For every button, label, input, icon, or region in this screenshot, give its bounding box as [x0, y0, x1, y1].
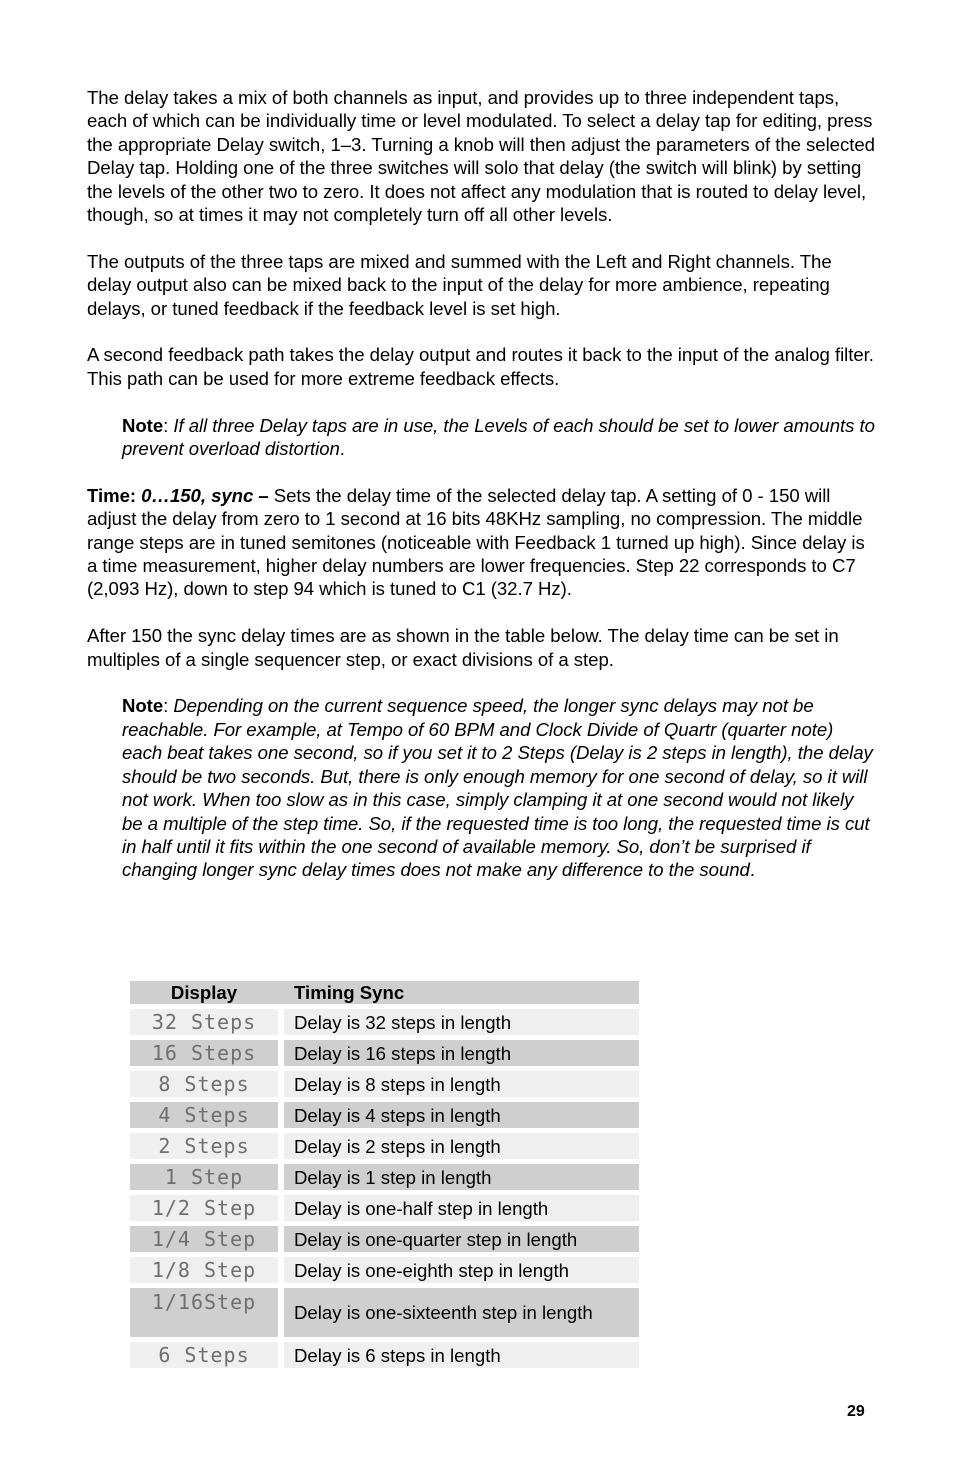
- table-row: [130, 1128, 639, 1159]
- display-value: 32 Steps: [130, 1004, 278, 1035]
- paragraph-delay-overview: The delay takes a mix of both channels as input, and provides up to three independent taps, each of which can be individually time or level modulated. To select a delay tap for editing, press the appropriate Delay switch, 1–3. Turning a knob will then adjust the parameters of the selected Delay tap. Holding one of the three switches will solo that delay (the switch will blink) by setting the levels of the other two to zero. It does not affect any modulation that is routed to delay level, though, so at times it may not completely turn off all other levels.: [87, 87, 875, 226]
- timing-description: Delay is 2 steps in length: [284, 1128, 639, 1159]
- note-separator: :: [163, 414, 174, 436]
- table-row: [130, 1190, 639, 1221]
- table-row: [130, 1159, 639, 1190]
- timing-description: Delay is 32 steps in length: [284, 1004, 639, 1035]
- table-row: [130, 1221, 639, 1252]
- display-value: 8 Steps: [130, 1066, 278, 1097]
- note-label: Note: [122, 414, 164, 436]
- timing-description: Delay is 1 step in length: [284, 1159, 639, 1190]
- note-end: .: [339, 438, 345, 460]
- header-timing-sync: Timing Sync: [284, 981, 639, 1004]
- display-value: 6 Steps: [130, 1337, 278, 1368]
- note-text: If all three Delay taps are in use, the Levels of each should be set to lower amounts to prevent overload distortion: [122, 414, 875, 460]
- note-end: .: [749, 859, 755, 881]
- paragraph-delay-outputs: The outputs of the three taps are mixed and summed with the Left and Right channels. The delay output also can be mixed back to the input of the delay for more ambience, repeating delays, or tuned feedback if the feedback level is set high.: [87, 250, 832, 319]
- display-value: 16 Steps: [130, 1035, 278, 1066]
- time-label: Time:: [87, 484, 142, 506]
- table-row: [130, 1004, 639, 1035]
- timing-description: Delay is 6 steps in length: [284, 1337, 639, 1368]
- timing-description: Delay is one-eighth step in length: [284, 1252, 639, 1283]
- header-display: Display: [130, 981, 278, 1004]
- paragraph-sync-times: After 150 the sync delay times are as shown in the table below. The delay time can be set in multiples of a single sequencer step, or exact divisions of a step.: [87, 625, 839, 670]
- timing-description: Delay is 8 steps in length: [284, 1066, 639, 1097]
- paragraph-time-parameter: [87, 484, 877, 601]
- table-row: [130, 1035, 639, 1066]
- table-row: [130, 1097, 639, 1128]
- display-value: 1/4 Step: [130, 1221, 278, 1252]
- paragraph-feedback-path: A second feedback path takes the delay output and routes it back to the input of the analog filter. This path can be used for more extreme feedback effects.: [87, 344, 874, 389]
- timing-description: Delay is one-half step in length: [284, 1190, 639, 1221]
- note-sync-delays: [122, 694, 877, 881]
- table-row: [130, 1337, 639, 1368]
- note-levels: [122, 414, 877, 461]
- display-value: 1/2 Step: [130, 1190, 278, 1221]
- table-row: [130, 1283, 639, 1337]
- display-value: 1/8 Step: [130, 1252, 278, 1283]
- table-row: [130, 1066, 639, 1097]
- timing-description: Delay is 16 steps in length: [284, 1035, 639, 1066]
- sync-timing-table: [130, 981, 639, 1368]
- time-range: 0…150, sync –: [141, 484, 269, 506]
- display-value: 4 Steps: [130, 1097, 278, 1128]
- timing-description: Delay is 4 steps in length: [284, 1097, 639, 1128]
- note-label: Note: [122, 695, 164, 717]
- page-body: [87, 86, 877, 905]
- display-value: 1/16Step: [130, 1283, 278, 1337]
- timing-description: Delay is one-sixteenth step in length: [284, 1283, 639, 1337]
- display-value: 1 Step: [130, 1159, 278, 1190]
- note-separator: :: [163, 695, 174, 717]
- table-row: [130, 1252, 639, 1283]
- page-number: 29: [847, 1403, 865, 1420]
- table-header-row: [130, 981, 639, 1004]
- display-value: 2 Steps: [130, 1128, 278, 1159]
- note-text: Depending on the current sequence speed, the longer sync delays may not be reachable. For example, at Tempo of 60 BPM and Clock Divide of Quartr (quarter note) each beat takes one second, so if you set it to 2 Steps (Delay is 2 steps in length), the delay should be two seconds. But, there is only enough memory for one second of delay, so it will not work. When too slow as in this case, simply clamping it at one second would not likely be a multiple of the step time. So, if the requested time is too long, the requested time is cut in half until it fits within the one second of available memory. So, don’t be surprised if changing longer sync delay times does not make any difference to the sound: [122, 695, 873, 881]
- timing-description: Delay is one-quarter step in length: [284, 1221, 639, 1252]
- time-description: Sets the delay time of the selected delay tap. A setting of 0 - 150 will adjust the delay from zero to 1 second at 16 bits 48KHz sampling, no compression. The middle range steps are in tuned semitones (noticeable with Feedback 1 turned up high). Since delay is a time measurement, higher delay numbers are lower frequencies. Step 22 corresponds to C7 (2,093 Hz), down to step 94 which is tuned to C1 (32.7 Hz).: [87, 484, 865, 600]
